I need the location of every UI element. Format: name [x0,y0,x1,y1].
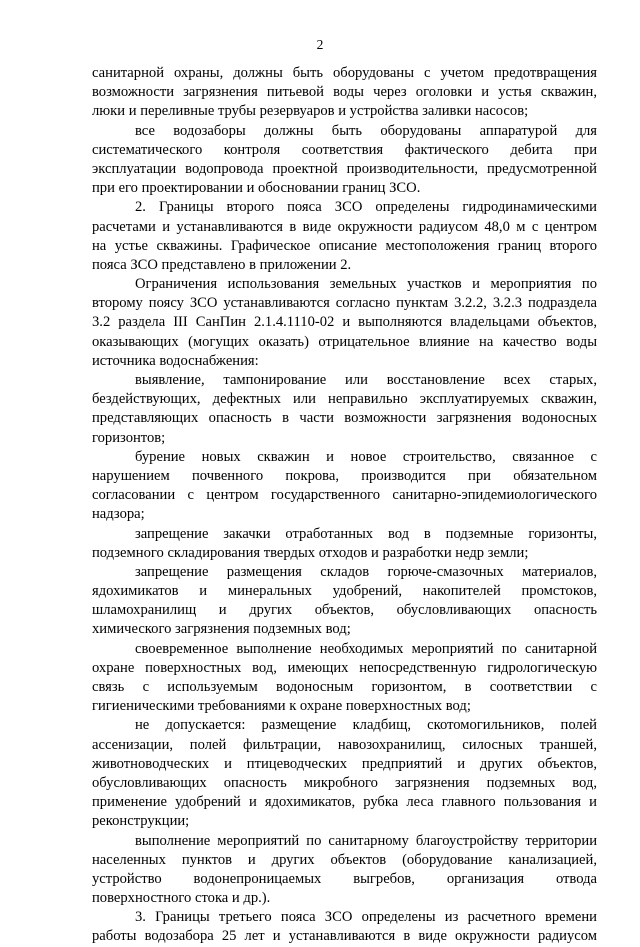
paragraph [92,832,597,909]
text-line: 3. Границы третьего пояса ЗСО определены из расчетного времени [135,909,597,926]
text-line: связь с используемым водоносным горизонтом, в соответствии с [92,679,597,695]
text-line: ассенизации, полей фильтрации, навозохранилищ, силосных траншей, [92,736,597,753]
paragraph [92,275,597,371]
paragraph [92,525,597,563]
text-line: эксплуатации водопровода проектной производительности, предусмотренной [92,160,597,177]
text-line: надзора; [92,506,145,523]
text-line: 2. Границы второго пояса ЗСО определены гидродинамическими [135,199,597,216]
text-line: представляющих опасность в части возможности загрязнения водоносных [92,410,597,427]
text-line: поверхностного стока и др.). [92,890,271,907]
paragraph [92,716,597,831]
text-line: подземного складирования твердых отходов и разработки недр земли; [92,544,529,561]
paragraph [92,64,597,122]
text-line: населенных пунктов и других объектов (оборудование канализацией, [92,851,597,868]
text-line: на устье скважины. Графическое описание местоположения границ второго [92,237,597,254]
text-line: запрещение размещения складов горюче-смазочных материалов, [135,563,597,580]
text-line: расчетами и устанавливаются в виде окружности радиусом 48,0 м с центром [92,218,597,235]
text-line: работы водозабора 25 лет и устанавливаются в виде окружности радиусом [92,928,597,945]
text-line: возможности загрязнения питьевой воды через оголовки и устья скважин, [92,84,597,101]
text-line: пояса ЗСО представлено в приложении 2. [92,256,352,273]
paragraph [92,198,597,275]
text-line: нарушением почвенного покрова, производится при обязательном [92,467,597,484]
paragraph [92,908,597,946]
text-line: санитарной охраны, должны быть оборудованы с учетом предотвращения [92,65,597,81]
text-line: бездействующих, дефектных или неправильно эксплуатируемых скважин, [92,391,597,408]
text-line: своевременное выполнение необходимых мероприятий по санитарной [135,640,597,657]
text-line: гигиеническими требованиями к охране поверхностных вод; [92,698,471,715]
text-line: бурение новых скважин и новое строительство, связанное с [135,448,597,465]
paragraph [92,122,597,199]
text-line: источника водоснабжения: [92,352,259,369]
text-line: химического загрязнения подземных вод; [92,621,351,638]
text-line: горизонтов; [92,429,166,446]
text-line: оказывающих (могущих оказать) отрицательное влияние на качество воды [92,333,597,350]
text-line: люки и переливные трубы резервуаров и устройства заливки насосов; [92,103,529,120]
text-line: ядохимикатов и минеральных удобрений, накопителей промстоков, [92,583,597,600]
text-line: обусловливающих опасность микробного загрязнения подземных вод, [92,774,597,791]
paragraph [92,448,597,525]
paragraph [92,563,597,640]
text-line: не допускается: размещение кладбищ, скотомогильников, полей [135,717,597,734]
text-line: согласовании с центром государственного санитарно-эпидемиологического [92,487,597,504]
document-body [92,64,597,947]
text-line: Ограничения использования земельных участков и мероприятия по [135,276,597,293]
text-line: животноводческих и птицеводческих предприятий и других объектов, [92,755,597,772]
text-line: второму поясу ЗСО устанавливаются согласно пунктам 3.2.2, 3.2.3 подраздела [92,295,597,312]
text-line: систематического контроля соответствия фактического дебита при [92,141,597,158]
text-line: применение удобрений и ядохимикатов, рубка леса главного пользования и [92,794,597,811]
text-line: все водозаборы должны быть оборудованы аппаратурой для [135,122,597,139]
text-line: выявление, тампонирование или восстановление всех старых, [135,372,597,388]
text-line: шламохранилищ и других объектов, обусловливающих опасность [92,602,597,619]
paragraph [92,371,597,448]
paragraph [92,640,597,717]
text-line: 3.2 раздела III СанПин 2.1.4.1110-02 и выполняются владельцами объектов, [92,314,597,331]
page-number: 2 [316,37,324,52]
text-line: при его проектировании и обосновании границ ЗСО. [92,180,421,197]
text-line: реконструкции; [92,813,190,830]
text-line: охране поверхностных вод, имеющих непосредственную гидрологическую [92,659,597,676]
text-line: запрещение закачки отработанных вод в подземные горизонты, [135,525,597,542]
text-line: выполнение мероприятий по санитарному благоустройству территории [135,832,597,849]
text-line: устройство водонепроницаемых выгребов, организация отвода [92,870,597,887]
